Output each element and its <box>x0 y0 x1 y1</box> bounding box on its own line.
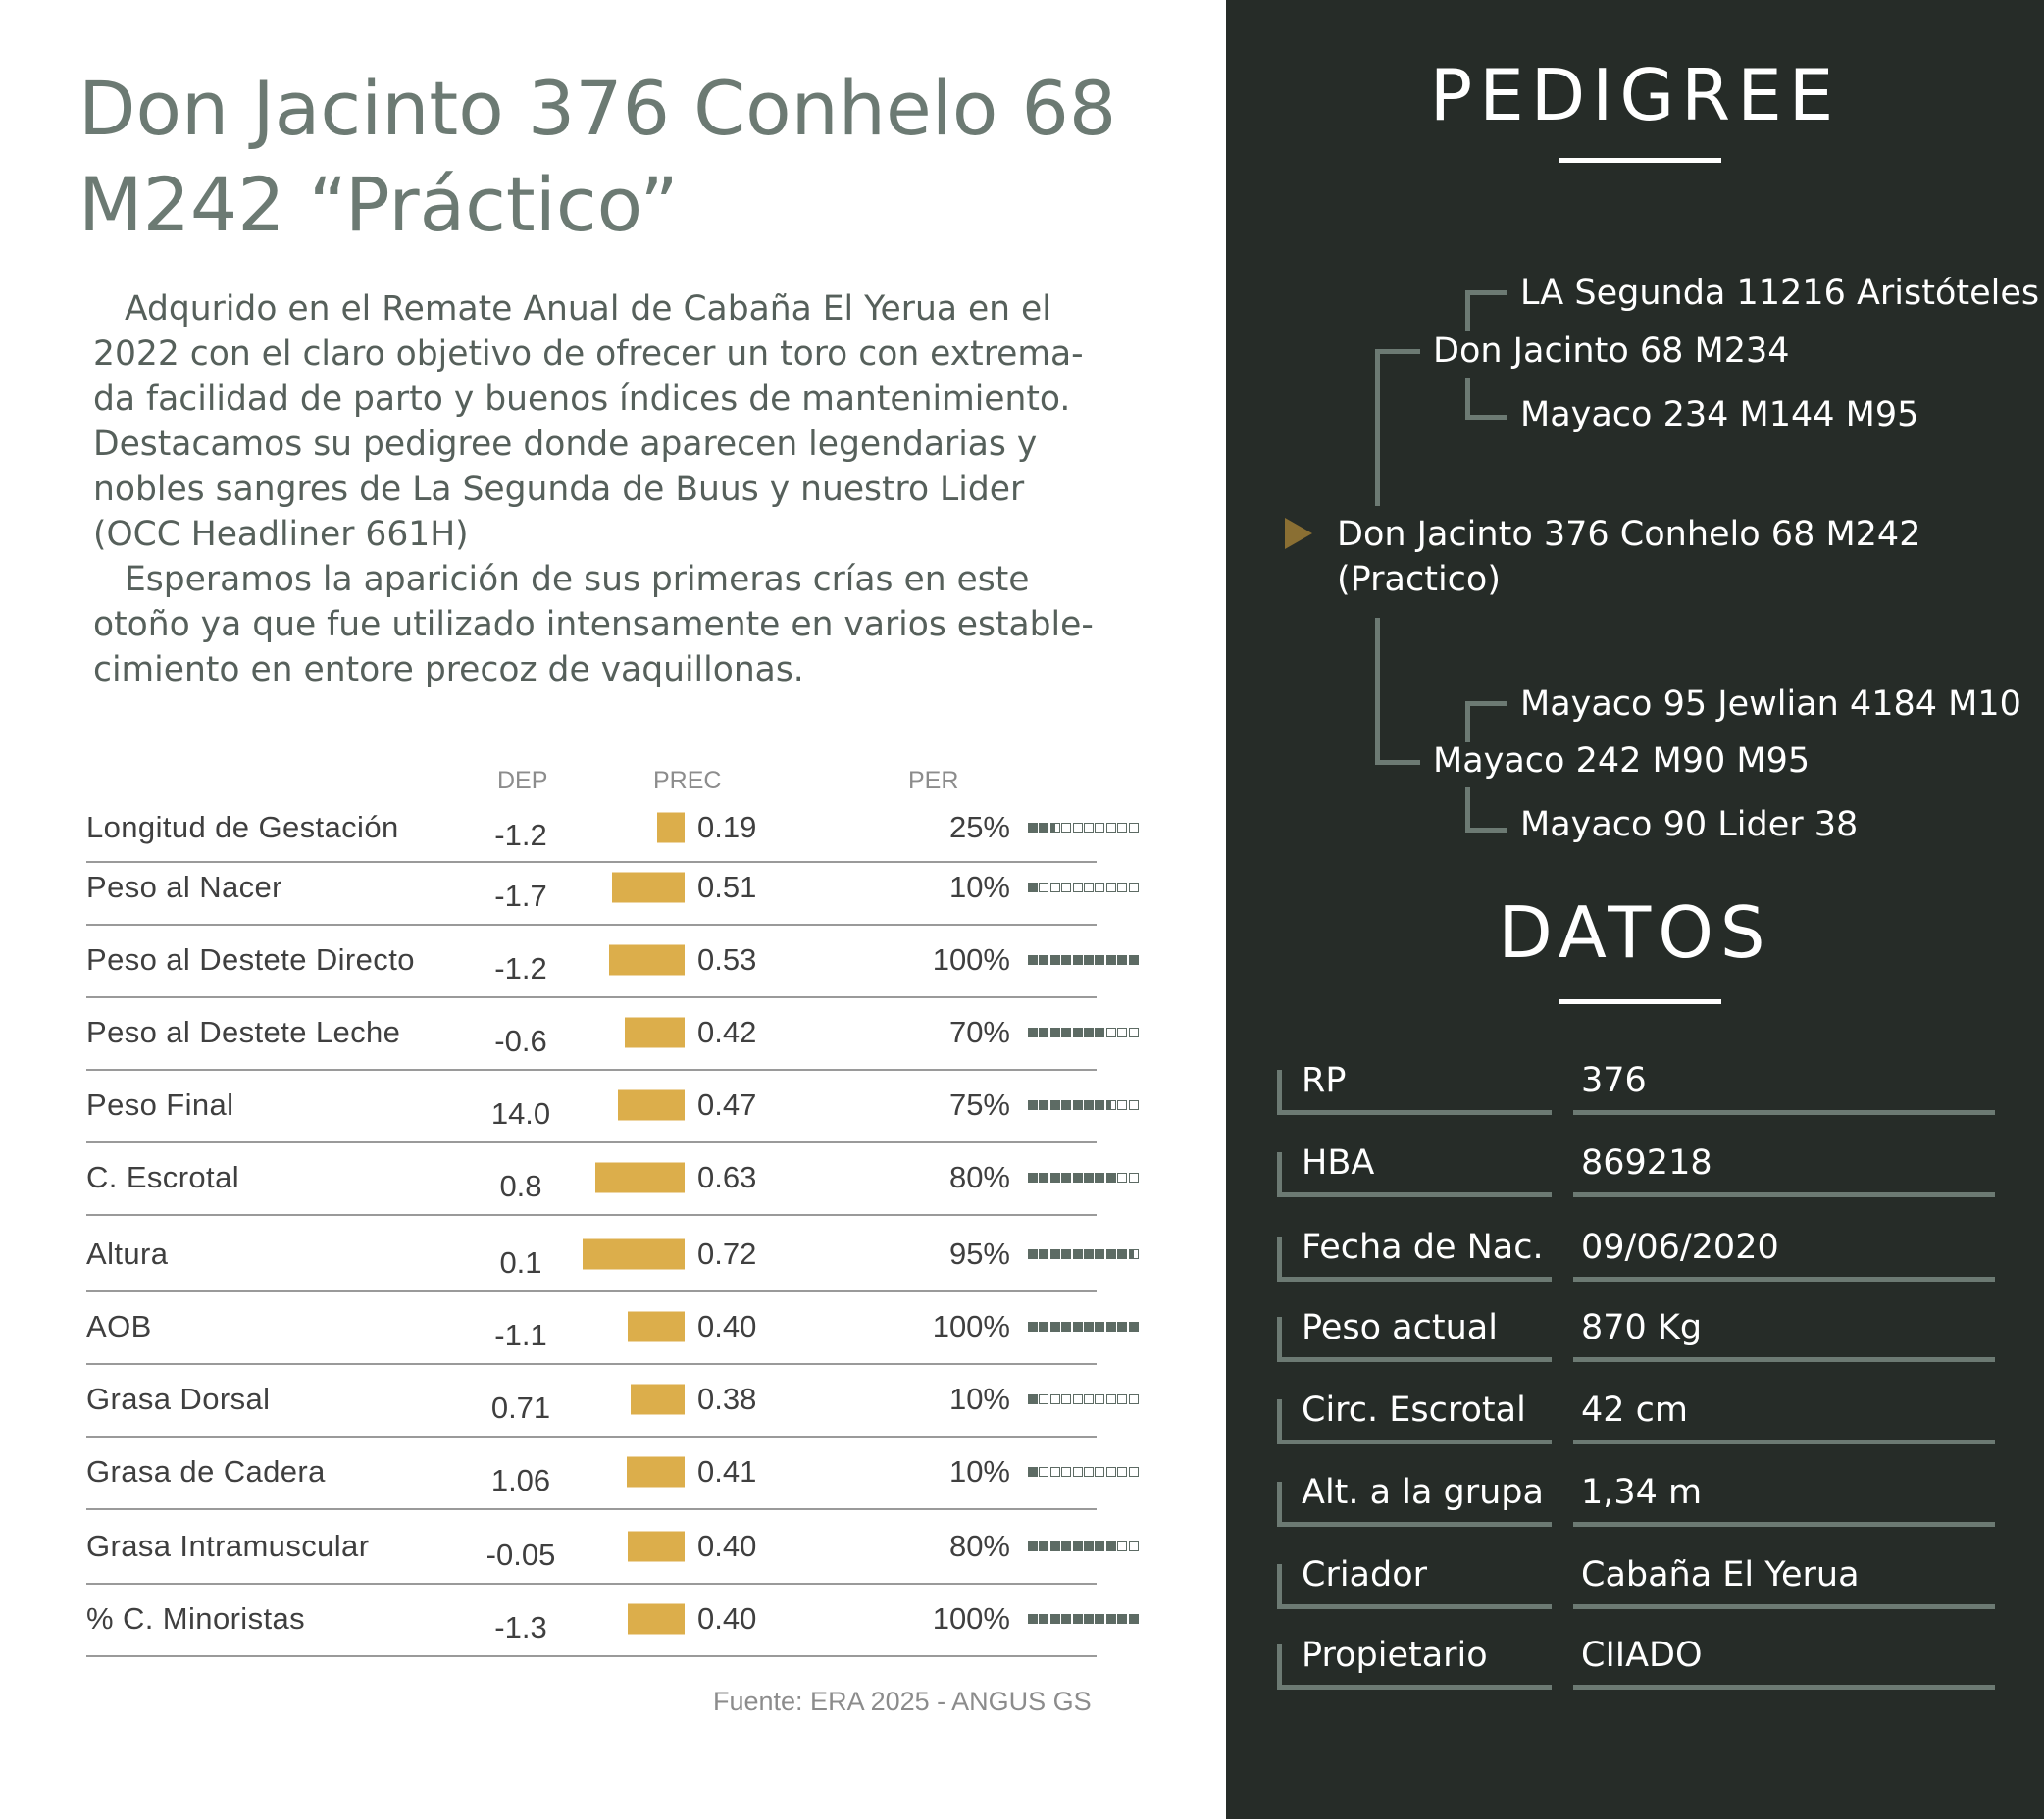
prec-value: 0.72 <box>697 1237 757 1271</box>
percentile-box <box>1129 1028 1139 1037</box>
datos-underline <box>1277 1440 1552 1444</box>
percentile-box <box>1073 1467 1083 1477</box>
table-row <box>86 924 1097 998</box>
table-row <box>86 1510 1097 1585</box>
percentile-box <box>1050 883 1060 892</box>
percentile-box <box>1050 1322 1060 1332</box>
datos-underline <box>1277 1357 1552 1362</box>
percentile-box <box>1039 883 1048 892</box>
percentile-box <box>1106 823 1116 833</box>
table-row <box>86 1436 1097 1510</box>
table-row <box>86 1583 1097 1657</box>
percentile-box <box>1084 823 1094 833</box>
trait-name: C. Escrotal <box>86 1160 239 1194</box>
datos-underline <box>1573 1110 1995 1115</box>
datos-value: 870 Kg <box>1581 1308 1703 1347</box>
tree-line <box>1465 828 1507 833</box>
datos-rule <box>1559 999 1721 1004</box>
percentile-box <box>1095 1249 1104 1259</box>
percentile-box <box>1028 1173 1038 1183</box>
title-line-2: M242 “Práctico” <box>78 161 679 248</box>
tree-line <box>1465 415 1507 420</box>
percentile-box <box>1129 1249 1139 1259</box>
header-dep: DEP <box>497 767 548 794</box>
percentile-box <box>1106 1249 1116 1259</box>
percentile-box <box>1084 1467 1094 1477</box>
header-per: PER <box>908 767 959 794</box>
per-value: 10% <box>948 870 1010 904</box>
percentile-box <box>1028 1614 1038 1624</box>
percentile-box <box>1028 883 1038 892</box>
datos-underline <box>1573 1522 1995 1527</box>
percentile-box <box>1061 1028 1071 1037</box>
trait-name: % C. Minoristas <box>86 1601 306 1636</box>
prec-bar <box>595 1163 685 1193</box>
percentile-box <box>1084 1322 1094 1332</box>
percentile-box <box>1095 883 1104 892</box>
datos-label: HBA <box>1302 1143 1375 1183</box>
percentile-box <box>1061 1614 1071 1624</box>
table-row <box>86 1141 1097 1216</box>
percentile-box <box>1106 1614 1116 1624</box>
percentile-box <box>1095 1028 1104 1037</box>
percentile-box <box>1129 1322 1139 1332</box>
description-paragraph-2: Esperamos la aparición de sus primeras crías en este otoño ya que fue utilizado intensamente en varios estable-cimiento en entore precoz de vaquillonas. <box>93 560 1094 689</box>
dep-value: 0.8 <box>499 1168 542 1203</box>
prec-value: 0.53 <box>697 942 757 977</box>
datos-underline <box>1573 1357 1995 1362</box>
percentile-box <box>1129 1100 1139 1110</box>
percentile-box <box>1095 1541 1104 1551</box>
datos-tick <box>1277 1317 1282 1362</box>
percentile-boxes <box>1028 1322 1139 1332</box>
prec-value: 0.63 <box>697 1160 757 1194</box>
trait-name: Peso al Nacer <box>86 870 282 904</box>
percentile-box <box>1117 1614 1127 1624</box>
trait-name: Grasa Intramuscular <box>86 1529 370 1563</box>
percentile-box <box>1061 1394 1071 1404</box>
per-value: 10% <box>948 1454 1010 1489</box>
trait-name: Peso Final <box>86 1087 234 1122</box>
percentile-box <box>1050 1100 1060 1110</box>
datos-underline <box>1277 1685 1552 1690</box>
dep-value: 0.71 <box>490 1390 551 1425</box>
percentile-box <box>1050 1614 1060 1624</box>
dep-value: -1.3 <box>494 1609 547 1644</box>
table-row <box>86 1363 1097 1438</box>
datos-value: 869218 <box>1581 1143 1712 1183</box>
percentile-box <box>1084 1100 1094 1110</box>
datos-label: Criador <box>1302 1555 1428 1594</box>
percentile-box <box>1106 883 1116 892</box>
datos-label: Peso actual <box>1302 1308 1498 1347</box>
percentile-boxes <box>1028 823 1139 833</box>
title-line-1: Don Jacinto 376 Conhelo 68 <box>78 65 1117 152</box>
per-value: 100% <box>932 942 1010 977</box>
trait-name: AOB <box>86 1309 152 1343</box>
percentile-box <box>1039 1394 1048 1404</box>
tree-line <box>1465 701 1507 706</box>
percentile-box <box>1106 1100 1116 1110</box>
percentile-box <box>1117 883 1127 892</box>
datos-tick <box>1277 1644 1282 1690</box>
prec-bar <box>631 1385 685 1415</box>
percentile-box <box>1061 1467 1071 1477</box>
trait-name: Grasa de Cadera <box>86 1454 326 1489</box>
tree-line <box>1465 290 1507 295</box>
percentile-box <box>1129 1173 1139 1183</box>
tree-line <box>1375 349 1380 506</box>
pedigree-sire-sire: LA Segunda 11216 Aristóteles <box>1520 274 2040 313</box>
percentile-box <box>1028 1322 1038 1332</box>
percentile-box <box>1073 1541 1083 1551</box>
prec-value: 0.47 <box>697 1087 757 1122</box>
percentile-box <box>1095 1173 1104 1183</box>
source-note: Fuente: ERA 2025 - ANGUS GS <box>713 1687 1092 1716</box>
per-value: 80% <box>948 1529 1010 1563</box>
percentile-box <box>1106 1173 1116 1183</box>
datos-value: CIIADO <box>1581 1636 1703 1675</box>
datos-underline <box>1277 1522 1552 1527</box>
datos-underline <box>1573 1192 1995 1197</box>
prec-value: 0.40 <box>697 1529 757 1563</box>
trait-name: Altura <box>86 1237 169 1271</box>
table-row <box>86 1218 1097 1292</box>
pedigree-subject-line-1: Don Jacinto 376 Conhelo 68 M242 <box>1337 515 1921 554</box>
datos-label: RP <box>1302 1061 1347 1100</box>
percentile-box <box>1084 883 1094 892</box>
pedigree-dam: Mayaco 242 M90 M95 <box>1433 741 1811 781</box>
table-row <box>86 1069 1097 1143</box>
percentile-box <box>1061 1322 1071 1332</box>
per-value: 80% <box>948 1160 1010 1194</box>
percentile-box <box>1084 1173 1094 1183</box>
percentile-box <box>1117 1100 1127 1110</box>
table-row <box>86 996 1097 1071</box>
percentile-boxes <box>1028 883 1139 892</box>
percentile-box <box>1073 1028 1083 1037</box>
percentile-box <box>1028 823 1038 833</box>
pedigree-sire: Don Jacinto 68 M234 <box>1433 331 1790 371</box>
percentile-box <box>1084 955 1094 965</box>
per-value: 75% <box>948 1087 1010 1122</box>
pedigree-rule <box>1559 158 1721 163</box>
tree-line <box>1375 760 1420 765</box>
percentile-box <box>1039 1467 1048 1477</box>
percentile-box <box>1039 1249 1048 1259</box>
percentile-boxes <box>1028 1541 1139 1551</box>
per-value: 25% <box>948 810 1010 844</box>
percentile-box <box>1117 1394 1127 1404</box>
dep-value: -0.6 <box>494 1023 547 1058</box>
datos-value: 376 <box>1581 1061 1647 1100</box>
percentile-boxes <box>1028 1614 1139 1624</box>
datos-label: Fecha de Nac. <box>1302 1228 1544 1267</box>
play-arrow-icon <box>1285 518 1312 549</box>
percentile-box <box>1039 1541 1048 1551</box>
percentile-box <box>1117 1467 1127 1477</box>
pedigree-sire-dam: Mayaco 234 M144 M95 <box>1520 395 1919 434</box>
datos-underline <box>1277 1604 1552 1609</box>
trait-name: Grasa Dorsal <box>86 1382 271 1416</box>
prec-value: 0.40 <box>697 1309 757 1343</box>
percentile-box <box>1061 1541 1071 1551</box>
prec-bar <box>628 1312 685 1342</box>
percentile-boxes <box>1028 955 1139 965</box>
percentile-box <box>1129 955 1139 965</box>
percentile-box <box>1073 1173 1083 1183</box>
datos-underline <box>1277 1110 1552 1115</box>
dep-value: -1.2 <box>494 950 547 985</box>
percentile-boxes <box>1028 1394 1139 1404</box>
prec-bar <box>618 1090 685 1121</box>
percentile-box <box>1073 1322 1083 1332</box>
percentile-box <box>1106 955 1116 965</box>
pedigree-subject-line-2: (Practico) <box>1337 560 1501 599</box>
percentile-box <box>1039 1614 1048 1624</box>
percentile-box <box>1106 1028 1116 1037</box>
percentile-box <box>1050 1028 1060 1037</box>
datos-value: 42 cm <box>1581 1390 1688 1430</box>
prec-value: 0.19 <box>697 810 757 844</box>
prec-bar <box>609 945 685 976</box>
prec-value: 0.38 <box>697 1382 757 1416</box>
datos-label: Circ. Escrotal <box>1302 1390 1526 1430</box>
percentile-box <box>1050 1467 1060 1477</box>
percentile-box <box>1039 1100 1048 1110</box>
percentile-box <box>1129 1541 1139 1551</box>
datos-tick <box>1277 1070 1282 1115</box>
prec-bar <box>583 1239 685 1270</box>
prec-bar <box>657 813 685 843</box>
percentile-box <box>1084 1541 1094 1551</box>
percentile-box <box>1106 1322 1116 1332</box>
prec-bar <box>627 1457 685 1488</box>
pedigree-heading: PEDIGREE <box>1429 54 1841 136</box>
description <box>93 286 1113 692</box>
percentile-box <box>1117 955 1127 965</box>
datos-label: Alt. a la grupa <box>1302 1473 1544 1512</box>
percentile-box <box>1061 1100 1071 1110</box>
tree-line <box>1465 290 1470 331</box>
percentile-box <box>1095 1322 1104 1332</box>
dep-value: 0.1 <box>499 1244 542 1280</box>
percentile-box <box>1117 1173 1127 1183</box>
percentile-box <box>1095 1614 1104 1624</box>
per-value: 100% <box>932 1601 1010 1636</box>
tree-line <box>1465 378 1470 420</box>
datos-value: 09/06/2020 <box>1581 1228 1779 1267</box>
table-row <box>86 1290 1097 1365</box>
percentile-box <box>1084 1249 1094 1259</box>
header-prec: PREC <box>653 767 722 794</box>
pedigree-dam-sire: Mayaco 95 Jewlian 4184 M10 <box>1520 684 2021 724</box>
percentile-box <box>1050 1394 1060 1404</box>
percentile-boxes <box>1028 1173 1139 1183</box>
datos-underline <box>1277 1192 1552 1197</box>
percentile-box <box>1095 1394 1104 1404</box>
percentile-box <box>1095 1100 1104 1110</box>
percentile-box <box>1129 883 1139 892</box>
datos-underline <box>1573 1277 1995 1282</box>
datos-value: 1,34 m <box>1581 1473 1703 1512</box>
percentile-boxes <box>1028 1100 1139 1110</box>
datos-tick <box>1277 1237 1282 1282</box>
percentile-box <box>1084 1394 1094 1404</box>
percentile-box <box>1028 955 1038 965</box>
percentile-boxes <box>1028 1028 1139 1037</box>
percentile-box <box>1039 1173 1048 1183</box>
prec-bar <box>628 1532 685 1562</box>
datos-tick <box>1277 1152 1282 1197</box>
percentile-box <box>1073 955 1083 965</box>
tree-line <box>1375 349 1420 354</box>
percentile-box <box>1106 1467 1116 1477</box>
prec-bar <box>612 873 685 903</box>
percentile-box <box>1050 1541 1060 1551</box>
per-value: 100% <box>932 1309 1010 1343</box>
percentile-box <box>1039 955 1048 965</box>
description-paragraph-1: Adqurido en el Remate Anual de Cabaña El Yerua en el 2022 con el claro objetivo de ofrecer un toro con extrema-da facilidad de parto y buenos índices de mantenimiento. Destacamos su pedigree donde aparecen legendarias y nobles sangres de La Segunda de Buus y nuestro Lider (OCC Headliner 661H) <box>93 289 1084 554</box>
percentile-box <box>1073 823 1083 833</box>
datos-heading: DATOS <box>1498 891 1772 974</box>
percentile-box <box>1129 1614 1139 1624</box>
trait-name: Longitud de Gestación <box>86 810 399 844</box>
percentile-box <box>1028 1249 1038 1259</box>
datos-underline <box>1573 1440 1995 1444</box>
percentile-box <box>1073 883 1083 892</box>
percentile-box <box>1061 823 1071 833</box>
prec-bar <box>625 1018 685 1048</box>
percentile-box <box>1061 1249 1071 1259</box>
percentile-box <box>1073 1249 1083 1259</box>
datos-underline <box>1277 1277 1552 1282</box>
percentile-box <box>1117 1249 1127 1259</box>
datos-underline <box>1573 1604 1995 1609</box>
percentile-box <box>1129 1394 1139 1404</box>
tree-line <box>1465 701 1470 742</box>
percentile-box <box>1106 1541 1116 1551</box>
dep-value: -0.05 <box>485 1537 556 1572</box>
percentile-boxes <box>1028 1467 1139 1477</box>
table-row <box>86 851 1097 926</box>
page-title <box>78 61 1177 253</box>
dep-value: -1.2 <box>494 818 547 853</box>
tree-line <box>1465 787 1470 833</box>
percentile-box <box>1084 1614 1094 1624</box>
percentile-box <box>1129 823 1139 833</box>
percentile-box <box>1039 823 1048 833</box>
percentile-box <box>1028 1541 1038 1551</box>
dep-value: -1.1 <box>494 1317 547 1352</box>
percentile-boxes <box>1028 1249 1139 1259</box>
per-value: 10% <box>948 1382 1010 1416</box>
percentile-box <box>1028 1467 1038 1477</box>
dep-value: -1.7 <box>494 878 547 913</box>
percentile-box <box>1073 1614 1083 1624</box>
datos-tick <box>1277 1399 1282 1444</box>
percentile-box <box>1117 1541 1127 1551</box>
trait-name: Peso al Destete Directo <box>86 942 415 977</box>
percentile-box <box>1028 1028 1038 1037</box>
percentile-box <box>1061 1173 1071 1183</box>
percentile-box <box>1061 883 1071 892</box>
percentile-box <box>1095 823 1104 833</box>
per-value: 70% <box>948 1015 1010 1049</box>
percentile-box <box>1039 1028 1048 1037</box>
percentile-box <box>1039 1322 1048 1332</box>
percentile-box <box>1028 1100 1038 1110</box>
percentile-box <box>1028 1394 1038 1404</box>
datos-underline <box>1573 1685 1995 1690</box>
per-value: 95% <box>948 1237 1010 1271</box>
percentile-box <box>1050 1173 1060 1183</box>
datos-value: Cabaña El Yerua <box>1581 1555 1860 1594</box>
percentile-box <box>1084 1028 1094 1037</box>
datos-label: Propietario <box>1302 1636 1488 1675</box>
percentile-box <box>1061 955 1071 965</box>
percentile-box <box>1117 823 1127 833</box>
prec-value: 0.40 <box>697 1601 757 1636</box>
datos-tick <box>1277 1482 1282 1527</box>
percentile-box <box>1050 823 1060 833</box>
percentile-box <box>1129 1467 1139 1477</box>
pedigree-dam-dam: Mayaco 90 Lider 38 <box>1520 805 1859 844</box>
percentile-box <box>1095 955 1104 965</box>
percentile-box <box>1073 1100 1083 1110</box>
dep-value: 14.0 <box>490 1095 551 1131</box>
prec-bar <box>628 1604 685 1635</box>
prec-value: 0.42 <box>697 1015 757 1049</box>
datos-tick <box>1277 1564 1282 1609</box>
trait-name: Peso al Destete Leche <box>86 1015 401 1049</box>
prec-value: 0.41 <box>697 1454 757 1489</box>
prec-value: 0.51 <box>697 870 757 904</box>
dep-value: 1.06 <box>490 1462 551 1497</box>
percentile-box <box>1050 955 1060 965</box>
tree-line <box>1375 618 1380 765</box>
percentile-box <box>1117 1028 1127 1037</box>
percentile-box <box>1095 1467 1104 1477</box>
percentile-box <box>1073 1394 1083 1404</box>
percentile-box <box>1050 1249 1060 1259</box>
percentile-box <box>1106 1394 1116 1404</box>
percentile-box <box>1117 1322 1127 1332</box>
